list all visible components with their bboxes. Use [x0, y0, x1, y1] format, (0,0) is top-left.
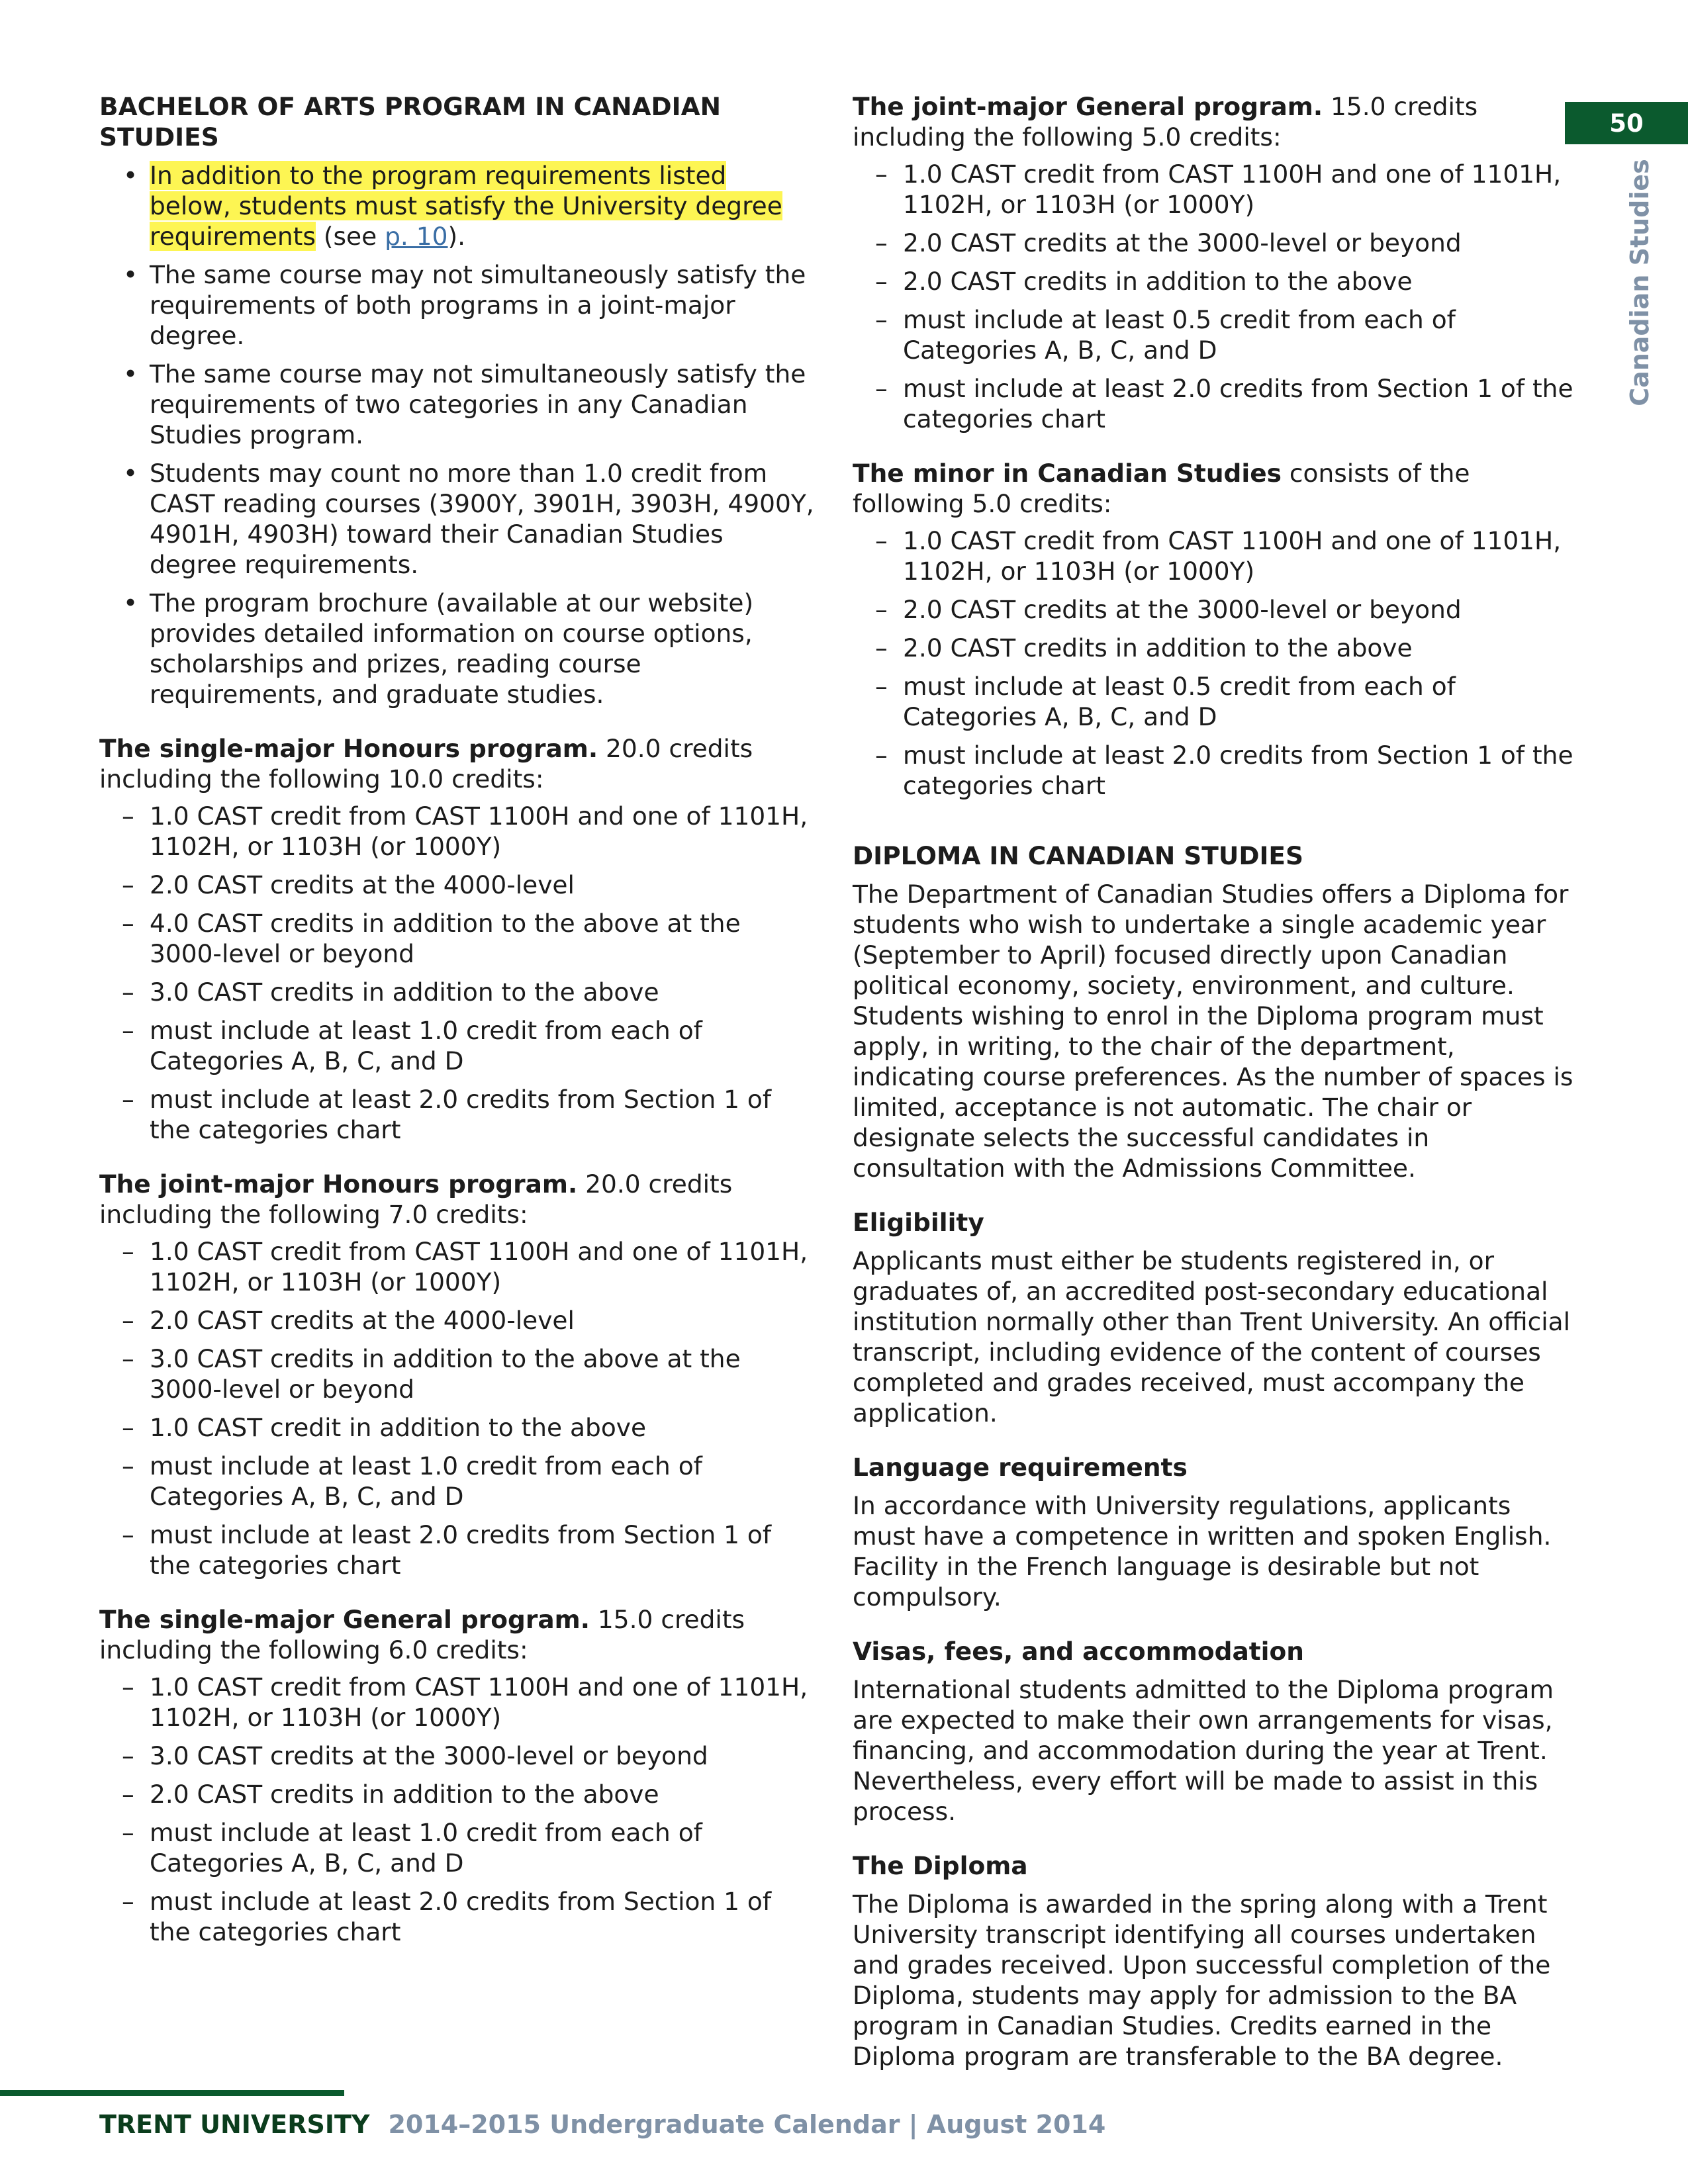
footer-rule — [0, 2090, 344, 2096]
section-side-label — [1589, 159, 1654, 406]
list-item: – 2.0 CAST credits at the 3000-level or beyond — [853, 594, 1574, 625]
bullet-text: (see — [315, 222, 385, 251]
highlighted-text: In addition to the program requirements listed below, students must satisfy the University degree requirements — [150, 161, 782, 251]
list-item: – 1.0 CAST credit from CAST 1100H and one of 1101H, 1102H, or 1103H (or 1000Y) — [99, 1672, 814, 1733]
list-item: – 2.0 CAST credits at the 4000-level — [99, 1305, 814, 1336]
program-credits: consists of the following 5.0 credits: — [853, 459, 1470, 518]
list-item: – must include at least 1.0 credit from each of Categories A, B, C, and D — [99, 1015, 814, 1076]
page-number: 50 — [1609, 109, 1644, 138]
honours-single-list — [99, 801, 814, 1145]
eligibility-paragraph: Applicants must either be students registered in, or graduates of, an accredited post-secondary educational institution normally other than Trent University. An official transcript, including evidence of the content of courses completed and grades received, must accompany the application. — [853, 1246, 1571, 1428]
intro-bullet-list — [99, 160, 814, 709]
list-item: – 3.0 CAST credits at the 3000-level or beyond — [99, 1741, 814, 1771]
program-name: The minor in Canadian Studies — [853, 459, 1282, 488]
general-single-list — [99, 1672, 814, 1947]
language-heading: Language requirements — [853, 1453, 1188, 1482]
list-item: • The same course may not simultaneously satisfy the requirements of both programs in a joint-major degree. — [99, 259, 814, 351]
visas-heading: Visas, fees, and accommodation — [853, 1637, 1304, 1666]
program-credits: 20.0 credits including the following 10.0 credits: — [99, 734, 753, 794]
left-column — [99, 91, 814, 1971]
honours-joint-heading — [99, 1169, 814, 1230]
list-item: – must include at least 2.0 credits from Section 1 of the categories chart — [853, 740, 1574, 801]
honours-single-heading — [99, 733, 814, 794]
ba-program-title: BACHELOR OF ARTS PROGRAM IN CANADIAN STUDIES — [99, 92, 722, 152]
list-item: – 1.0 CAST credit from CAST 1100H and one of 1101H, 1102H, or 1103H (or 1000Y) — [853, 525, 1574, 586]
list-item: – must include at least 2.0 credits from Section 1 of the categories chart — [99, 1886, 814, 1947]
minor-list — [853, 525, 1574, 801]
list-item: – 1.0 CAST credit from CAST 1100H and one of 1101H, 1102H, or 1103H (or 1000Y) — [99, 801, 814, 862]
program-credits: 20.0 credits including the following 7.0 credits: — [99, 1169, 733, 1229]
footer-university: TRENT UNIVERSITY — [99, 2110, 370, 2139]
honours-joint-list — [99, 1236, 814, 1580]
list-item: – 2.0 CAST credits in addition to the above — [853, 266, 1574, 296]
list-item: – must include at least 1.0 credit from each of Categories A, B, C, and D — [99, 1451, 814, 1512]
program-name: The joint-major General program. — [853, 92, 1323, 121]
list-item: – 3.0 CAST credits in addition to the above at the 3000-level or beyond — [99, 1343, 814, 1404]
list-item: – 1.0 CAST credit from CAST 1100H and one of 1101H, 1102H, or 1103H (or 1000Y) — [99, 1236, 814, 1297]
list-item: – must include at least 0.5 credit from each of Categories A, B, C, and D — [853, 671, 1574, 732]
page-number-tab — [1565, 102, 1688, 144]
general-single-heading — [99, 1604, 814, 1665]
list-item: – must include at least 0.5 credit from each of Categories A, B, C, and D — [853, 304, 1574, 365]
list-item: – 2.0 CAST credits at the 3000-level or beyond — [853, 228, 1574, 258]
page-link[interactable]: p. 10 — [385, 222, 448, 251]
program-name: The single-major General program. — [99, 1605, 590, 1634]
visas-paragraph: International students admitted to the Diploma program are expected to make their own arrangements for visas, financing, and accommodation during the year at Trent. Nevertheless, every effort will be made to assist in this process. — [853, 1675, 1554, 1826]
list-item: – 3.0 CAST credits in addition to the above — [99, 977, 814, 1007]
minor-heading — [853, 458, 1574, 519]
list-item: – 1.0 CAST credit in addition to the above — [99, 1412, 814, 1443]
list-item: – 2.0 CAST credits in addition to the above — [99, 1779, 814, 1809]
list-item: – 2.0 CAST credits at the 4000-level — [99, 870, 814, 900]
list-item: – must include at least 2.0 credits from Section 1 of the categories chart — [99, 1520, 814, 1580]
diploma-intro-paragraph: The Department of Canadian Studies offers a Diploma for students who wish to undertake a single academic year (September to April) focused directly upon Canadian political economy, society, environment, and culture. Students wishing to enrol in the Diploma program must apply, in writing, to the chair of the department, indicating course preferences. As the number of spaces is limited, acceptance is not automatic. The chair or designate selects the successful candidates in consultation with the Admissions Committee. — [853, 880, 1573, 1183]
list-item: – 1.0 CAST credit from CAST 1100H and one of 1101H, 1102H, or 1103H (or 1000Y) — [853, 159, 1574, 220]
general-joint-list — [853, 159, 1574, 434]
program-name: The joint-major Honours program. — [99, 1169, 578, 1199]
bullet-text: ). — [447, 222, 466, 251]
footer-calendar: 2014–2015 Undergraduate Calendar | August 2014 — [388, 2110, 1106, 2139]
diploma-award-heading: The Diploma — [853, 1851, 1028, 1880]
program-credits: 15.0 credits including the following 6.0 credits: — [99, 1605, 745, 1664]
eligibility-heading: Eligibility — [853, 1208, 984, 1237]
right-column — [853, 91, 1574, 2095]
list-item: – must include at least 1.0 credit from each of Categories A, B, C, and D — [99, 1817, 814, 1878]
list-item: – 2.0 CAST credits in addition to the above — [853, 633, 1574, 663]
diploma-section-title: DIPLOMA IN CANADIAN STUDIES — [853, 841, 1304, 870]
footer — [99, 2110, 1105, 2139]
list-item: – must include at least 2.0 credits from Section 1 of the categories chart — [99, 1084, 814, 1145]
list-item: • Students may count no more than 1.0 credit from CAST reading courses (3900Y, 3901H, 3903H, 4900Y, 4901H, 4903H) toward their Canadian Studies degree requirements. — [99, 458, 814, 580]
program-credits: 15.0 credits including the following 5.0 credits: — [853, 92, 1478, 152]
side-label-text: Canadian Studies — [1624, 159, 1654, 406]
list-item: • The program brochure (available at our website) provides detailed information on course options, scholarships and prizes, reading course requirements, and graduate studies. — [99, 588, 814, 709]
program-name: The single-major Honours program. — [99, 734, 598, 763]
list-item — [99, 160, 814, 251]
list-item: • The same course may not simultaneously satisfy the requirements of two categories in any Canadian Studies program. — [99, 359, 814, 450]
general-joint-heading — [853, 91, 1574, 152]
list-item: – must include at least 2.0 credits from Section 1 of the categories chart — [853, 373, 1574, 434]
language-paragraph: In accordance with University regulations, applicants must have a competence in written and spoken English. Facility in the French language is desirable but not compulsory. — [853, 1491, 1552, 1612]
diploma-award-paragraph: The Diploma is awarded in the spring along with a Trent University transcript identifying all courses undertaken and grades received. Upon successful completion of the Diploma, students may apply for admission to the BA program in Canadian Studies. Credits earned in the Diploma program are transferable to the BA degree. — [853, 1889, 1551, 2071]
list-item: – 4.0 CAST credits in addition to the above at the 3000-level or beyond — [99, 908, 814, 969]
